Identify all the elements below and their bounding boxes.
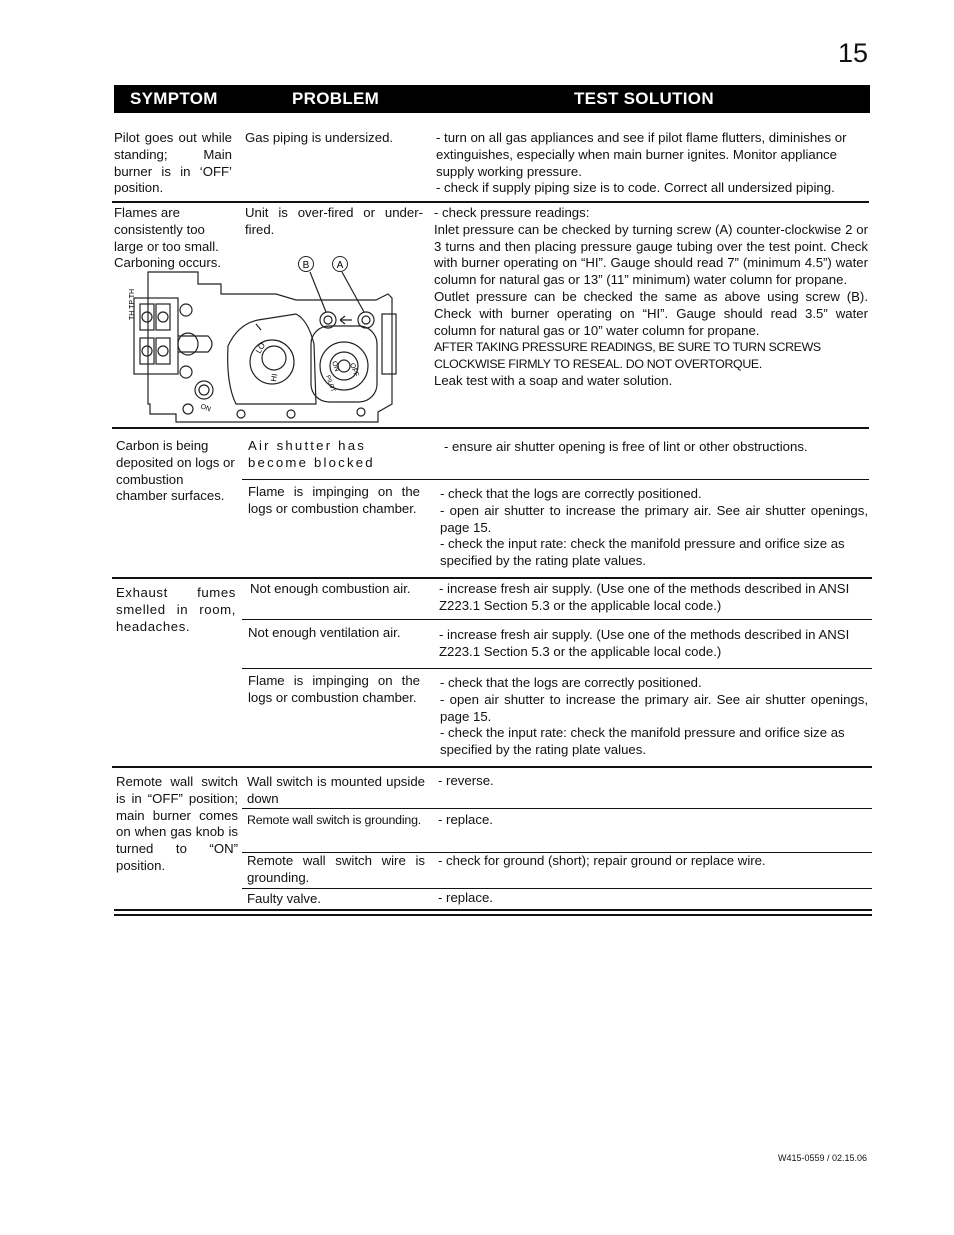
solution-line: Leak test with a soap and water solution. [434,372,673,388]
dial-hi-label: HI [269,372,280,383]
problem-remote-3: Remote wall switch wire is grounding. [247,853,425,885]
sub-row-divider [242,479,869,480]
solution-line: - check pressure readings: [434,205,590,220]
header-test-solution: TEST SOLUTION [574,89,714,108]
header-problem: PROBLEM [292,89,380,108]
solution-line: AFTER TAKING PRESSURE READINGS, BE SURE TO TURN SCREWS CLOCKWISE FIRMLY TO RESEAL. DO NOT OVERTORQUE. [434,340,821,372]
sub-row-divider [242,619,872,620]
solution-carbon-1: - ensure air shutter opening is free of lint or other obstructions. [444,439,808,454]
solution-line: - open air shutter to increase the primary air. See air shutter openings, page 15. [440,691,868,724]
solution-flames [434,205,868,390]
symptom-flames: Flames are consistently too large or too small. Carboning occurs. [114,205,222,271]
solution-carbon-2 [440,486,868,570]
symptom-exhaust: Exhaust fumes smelled in room, headaches. [116,585,236,634]
solution-line: - check that the logs are correctly positioned. [440,486,702,501]
label-b: B [302,260,310,271]
page-number: 15 [838,38,869,68]
table-bottom-rule [114,909,872,911]
sub-row-divider [242,668,872,669]
row-divider [112,427,869,429]
solution-remote-1: - reverse. [438,773,494,788]
solution-line: - check that the logs are correctly positioned. [440,675,702,690]
problem-exhaust-3: Flame is impinging on the logs or combustion chamber. [248,673,420,705]
problem-exhaust-1: Not enough combustion air. [250,581,411,596]
solution-line: - check if supply piping size is to code. Correct all undersized piping. [436,180,835,196]
problem-flames: Unit is over-fired or under-fired. [245,205,423,237]
knob-pilot-label: PILOT [324,374,336,393]
table-bottom-rule [114,914,872,916]
terminal-label: TH TP TH [129,288,136,320]
symptom-carbon: Carbon is being deposited on logs or combustion chamber surfaces. [116,438,235,504]
solution-line: - check the input rate: check the manifold pressure and orifice size as specified by the rating plate values. [440,725,845,758]
solution-pilot [436,130,870,197]
row-divider [112,577,872,579]
row-divider [112,201,869,203]
symptom-remote: Remote wall switch is in “OFF” position; main burner comes on when gas knob is turned to “ON” position. [116,774,238,873]
knob-on-label: ON [330,360,341,373]
header-symptom: SYMPTOM [130,89,218,108]
symptom-pilot: Pilot goes out while standing; Main burner is in ‘OFF’ position. [114,130,232,196]
problem-remote-4: Faulty valve. [247,891,322,906]
solution-remote-2: - replace. [438,812,493,827]
knob-off-label: OFF [348,362,360,378]
solution-line: - open air shutter to increase the primary air. See air shutter openings, page 15. [440,502,868,535]
solution-line: - check the input rate: check the manifold pressure and orifice size as specified by the rating plate values. [440,536,845,569]
bottom-on-label: ON [199,403,212,414]
dial-lo-label: LO [253,341,268,355]
solution-line: - turn on all gas appliances and see if pilot flame flutters, diminishes or extinguishes, especially when main burner ignites. Monitor appliance supply working pressure. [436,130,847,179]
sub-row-divider [242,888,872,889]
solution-line: Inlet pressure can be checked by turning screw (A) counter-clockwise 2 or 3 turns and then placing pressure gauge tubing over the test point. Check with burner operating on “HI”. Gauge should read 7” (minimum 4.5”) water column for natural gas or 13” (11” minimum) water column for propane. [434,221,868,288]
solution-remote-4: - replace. [438,890,493,905]
solution-line: Outlet pressure can be checked the same as above using screw (B). Check with burner operating on “HI”. Gauge should read 3.5” water column for natural gas or 10” water column for propane. [434,288,868,338]
problem-carbon-2: Flame is impinging on the logs or combustion chamber. [248,484,420,516]
solution-exhaust-1: - increase fresh air supply. (Use one of the methods described in ANSI Z223.1 Section 5.3 or the applicable local code.) [439,581,850,613]
problem-carbon-1: Air shutter has become blocked [248,438,375,470]
sub-row-divider [242,808,872,809]
solution-exhaust-2: - increase fresh air supply. (Use one of the methods described in ANSI Z223.1 Section 5.3 or the applicable local code.) [439,627,850,659]
problem-pilot: Gas piping is undersized. [245,130,394,145]
label-a: A [336,260,344,271]
problem-remote-2: Remote wall switch is grounding. [247,813,422,827]
problem-remote-1: Wall switch is mounted upside down [247,774,425,806]
solution-exhaust-3 [440,675,868,759]
solution-remote-3: - check for ground (short); repair ground or replace wire. [438,853,766,868]
table-header [114,85,870,113]
document-code: W415-0559 / 02.15.06 [778,1153,868,1163]
gas-valve-diagram [126,254,422,426]
problem-exhaust-2: Not enough ventilation air. [248,625,401,640]
row-divider [112,766,872,768]
